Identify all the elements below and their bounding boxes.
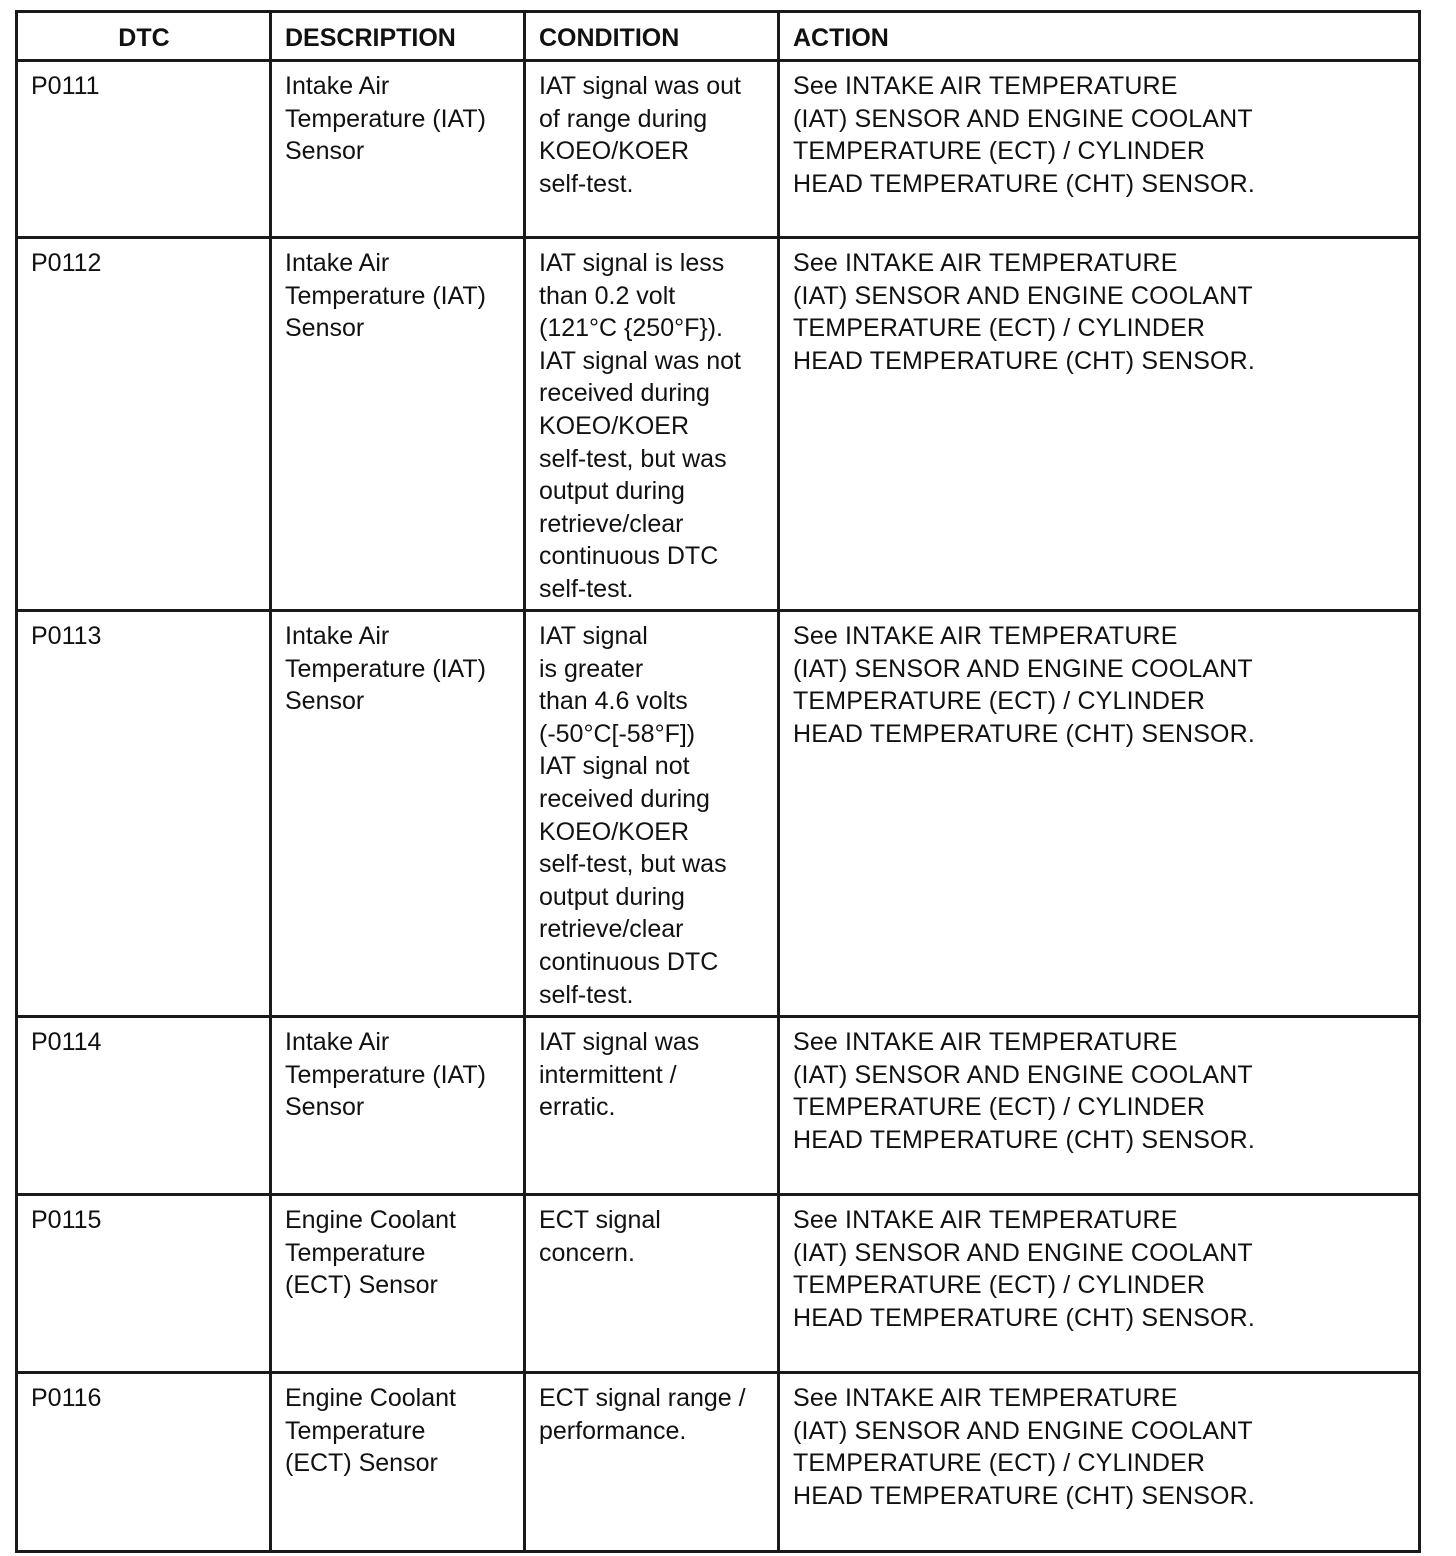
dtc-code-cell bbox=[17, 61, 271, 238]
header-description: DESCRIPTION bbox=[271, 12, 525, 61]
condition-cell bbox=[525, 1017, 779, 1195]
action-line: (IAT) SENSOR AND ENGINE COOLANT bbox=[793, 281, 1253, 310]
description-line: Temperature (IAT) bbox=[285, 104, 486, 133]
condition-cell bbox=[525, 238, 779, 611]
description-line: Intake Air bbox=[285, 1028, 390, 1056]
dtc-code: P0115 bbox=[31, 1206, 102, 1234]
condition-line: ECT signal bbox=[539, 1206, 661, 1234]
action-cell bbox=[779, 1373, 1420, 1552]
table-row bbox=[17, 1195, 1420, 1373]
condition-line: intermittent / bbox=[539, 1060, 677, 1089]
condition-line: (-50°C[-58°F]) bbox=[539, 719, 696, 748]
description-line: Intake Air bbox=[285, 72, 390, 100]
action-line: HEAD TEMPERATURE (CHT) SENSOR. bbox=[793, 1125, 1255, 1154]
description-cell bbox=[271, 1017, 525, 1195]
description-line: Engine Coolant bbox=[285, 1384, 456, 1412]
action-line: HEAD TEMPERATURE (CHT) SENSOR. bbox=[793, 169, 1255, 198]
condition-line: received during bbox=[539, 379, 710, 408]
action-line: HEAD TEMPERATURE (CHT) SENSOR. bbox=[793, 346, 1255, 375]
table-row bbox=[17, 61, 1420, 238]
table-row bbox=[17, 1373, 1420, 1552]
condition-line: than 4.6 volts bbox=[539, 687, 688, 716]
condition-line: of range during bbox=[539, 104, 708, 133]
action-line: (IAT) SENSOR AND ENGINE COOLANT bbox=[793, 1060, 1253, 1089]
condition-line: received during bbox=[539, 784, 710, 813]
action-line: TEMPERATURE (ECT) / CYLINDER bbox=[793, 137, 1206, 166]
dtc-code: P0114 bbox=[31, 1028, 102, 1056]
dtc-code-cell bbox=[17, 238, 271, 611]
condition-line: self-test. bbox=[539, 980, 634, 1009]
description-line: Intake Air bbox=[285, 622, 390, 650]
description-line: (ECT) Sensor bbox=[285, 1449, 438, 1478]
condition-line: is greater bbox=[539, 654, 644, 683]
table-row bbox=[17, 238, 1420, 611]
description-line: Temperature (IAT) bbox=[285, 281, 486, 310]
condition-line: output during bbox=[539, 477, 685, 506]
dtc-table bbox=[15, 10, 1421, 1553]
condition-line: concern. bbox=[539, 1238, 635, 1267]
description-line: (ECT) Sensor bbox=[285, 1271, 438, 1300]
condition-line: performance. bbox=[539, 1416, 687, 1445]
condition-line: KOEO/KOER bbox=[539, 817, 690, 846]
action-line: TEMPERATURE (ECT) / CYLINDER bbox=[793, 314, 1206, 343]
condition-line: self-test, but was bbox=[539, 444, 727, 473]
dtc-code: P0113 bbox=[31, 622, 102, 650]
description-cell bbox=[271, 61, 525, 238]
condition-line: IAT signal was not bbox=[539, 346, 741, 375]
action-line: (IAT) SENSOR AND ENGINE COOLANT bbox=[793, 1238, 1253, 1267]
action-line: See INTAKE AIR TEMPERATURE bbox=[793, 1206, 1178, 1234]
description-line: Sensor bbox=[285, 687, 365, 716]
condition-line: IAT signal was bbox=[539, 1028, 700, 1056]
action-line: (IAT) SENSOR AND ENGINE COOLANT bbox=[793, 104, 1253, 133]
condition-line: ECT signal range / bbox=[539, 1384, 746, 1412]
action-line: See INTAKE AIR TEMPERATURE bbox=[793, 1028, 1178, 1056]
action-cell bbox=[779, 1195, 1420, 1373]
condition-line: output during bbox=[539, 882, 685, 911]
action-line: TEMPERATURE (ECT) / CYLINDER bbox=[793, 687, 1206, 716]
action-line: See INTAKE AIR TEMPERATURE bbox=[793, 249, 1178, 277]
dtc-code: P0111 bbox=[31, 72, 100, 100]
description-cell bbox=[271, 611, 525, 1017]
table-row bbox=[17, 611, 1420, 1017]
action-line: TEMPERATURE (ECT) / CYLINDER bbox=[793, 1093, 1206, 1122]
description-line: Sensor bbox=[285, 314, 365, 343]
description-line: Temperature bbox=[285, 1416, 426, 1445]
action-line: HEAD TEMPERATURE (CHT) SENSOR. bbox=[793, 1481, 1255, 1510]
action-cell bbox=[779, 238, 1420, 611]
action-line: HEAD TEMPERATURE (CHT) SENSOR. bbox=[793, 719, 1255, 748]
action-line: See INTAKE AIR TEMPERATURE bbox=[793, 622, 1178, 650]
action-cell bbox=[779, 611, 1420, 1017]
condition-line: retrieve/clear bbox=[539, 509, 684, 538]
dtc-code-cell bbox=[17, 1195, 271, 1373]
condition-line: IAT signal bbox=[539, 622, 648, 650]
action-cell bbox=[779, 1017, 1420, 1195]
condition-line: continuous DTC bbox=[539, 947, 719, 976]
condition-cell bbox=[525, 611, 779, 1017]
condition-line: KOEO/KOER bbox=[539, 137, 690, 166]
dtc-code-cell bbox=[17, 1373, 271, 1552]
condition-cell bbox=[525, 61, 779, 238]
condition-line: retrieve/clear bbox=[539, 915, 684, 944]
condition-line: IAT signal was out bbox=[539, 72, 741, 100]
description-cell bbox=[271, 1373, 525, 1552]
description-line: Engine Coolant bbox=[285, 1206, 456, 1234]
description-line: Intake Air bbox=[285, 249, 390, 277]
action-line: (IAT) SENSOR AND ENGINE COOLANT bbox=[793, 654, 1253, 683]
action-line: See INTAKE AIR TEMPERATURE bbox=[793, 72, 1178, 100]
dtc-code: P0116 bbox=[31, 1384, 102, 1412]
action-line: TEMPERATURE (ECT) / CYLINDER bbox=[793, 1449, 1206, 1478]
action-line: See INTAKE AIR TEMPERATURE bbox=[793, 1384, 1178, 1412]
table-header-row bbox=[17, 12, 1420, 61]
description-line: Sensor bbox=[285, 1093, 365, 1122]
condition-line: continuous DTC bbox=[539, 542, 719, 571]
condition-line: IAT signal is less bbox=[539, 249, 725, 277]
header-condition: CONDITION bbox=[525, 12, 779, 61]
condition-line: self-test, but was bbox=[539, 850, 727, 879]
dtc-code-cell bbox=[17, 1017, 271, 1195]
header-dtc: DTC bbox=[17, 12, 271, 61]
description-cell bbox=[271, 1195, 525, 1373]
condition-line: (121°C {250°F}). bbox=[539, 314, 723, 343]
description-line: Temperature (IAT) bbox=[285, 654, 486, 683]
dtc-code: P0112 bbox=[31, 249, 102, 277]
description-line: Temperature (IAT) bbox=[285, 1060, 486, 1089]
action-cell bbox=[779, 61, 1420, 238]
condition-line: IAT signal not bbox=[539, 752, 690, 781]
action-line: HEAD TEMPERATURE (CHT) SENSOR. bbox=[793, 1303, 1255, 1332]
condition-line: self-test. bbox=[539, 169, 634, 198]
action-line: TEMPERATURE (ECT) / CYLINDER bbox=[793, 1271, 1206, 1300]
condition-cell bbox=[525, 1195, 779, 1373]
description-line: Sensor bbox=[285, 137, 365, 166]
condition-line: erratic. bbox=[539, 1093, 616, 1122]
action-line: (IAT) SENSOR AND ENGINE COOLANT bbox=[793, 1416, 1253, 1445]
condition-cell bbox=[525, 1373, 779, 1552]
description-cell bbox=[271, 238, 525, 611]
condition-line: KOEO/KOER bbox=[539, 411, 690, 440]
condition-line: than 0.2 volt bbox=[539, 281, 676, 310]
table-row bbox=[17, 1017, 1420, 1195]
header-action: ACTION bbox=[779, 12, 1420, 61]
table-body bbox=[17, 61, 1420, 1552]
description-line: Temperature bbox=[285, 1238, 426, 1267]
dtc-code-cell bbox=[17, 611, 271, 1017]
condition-line: self-test. bbox=[539, 574, 634, 603]
